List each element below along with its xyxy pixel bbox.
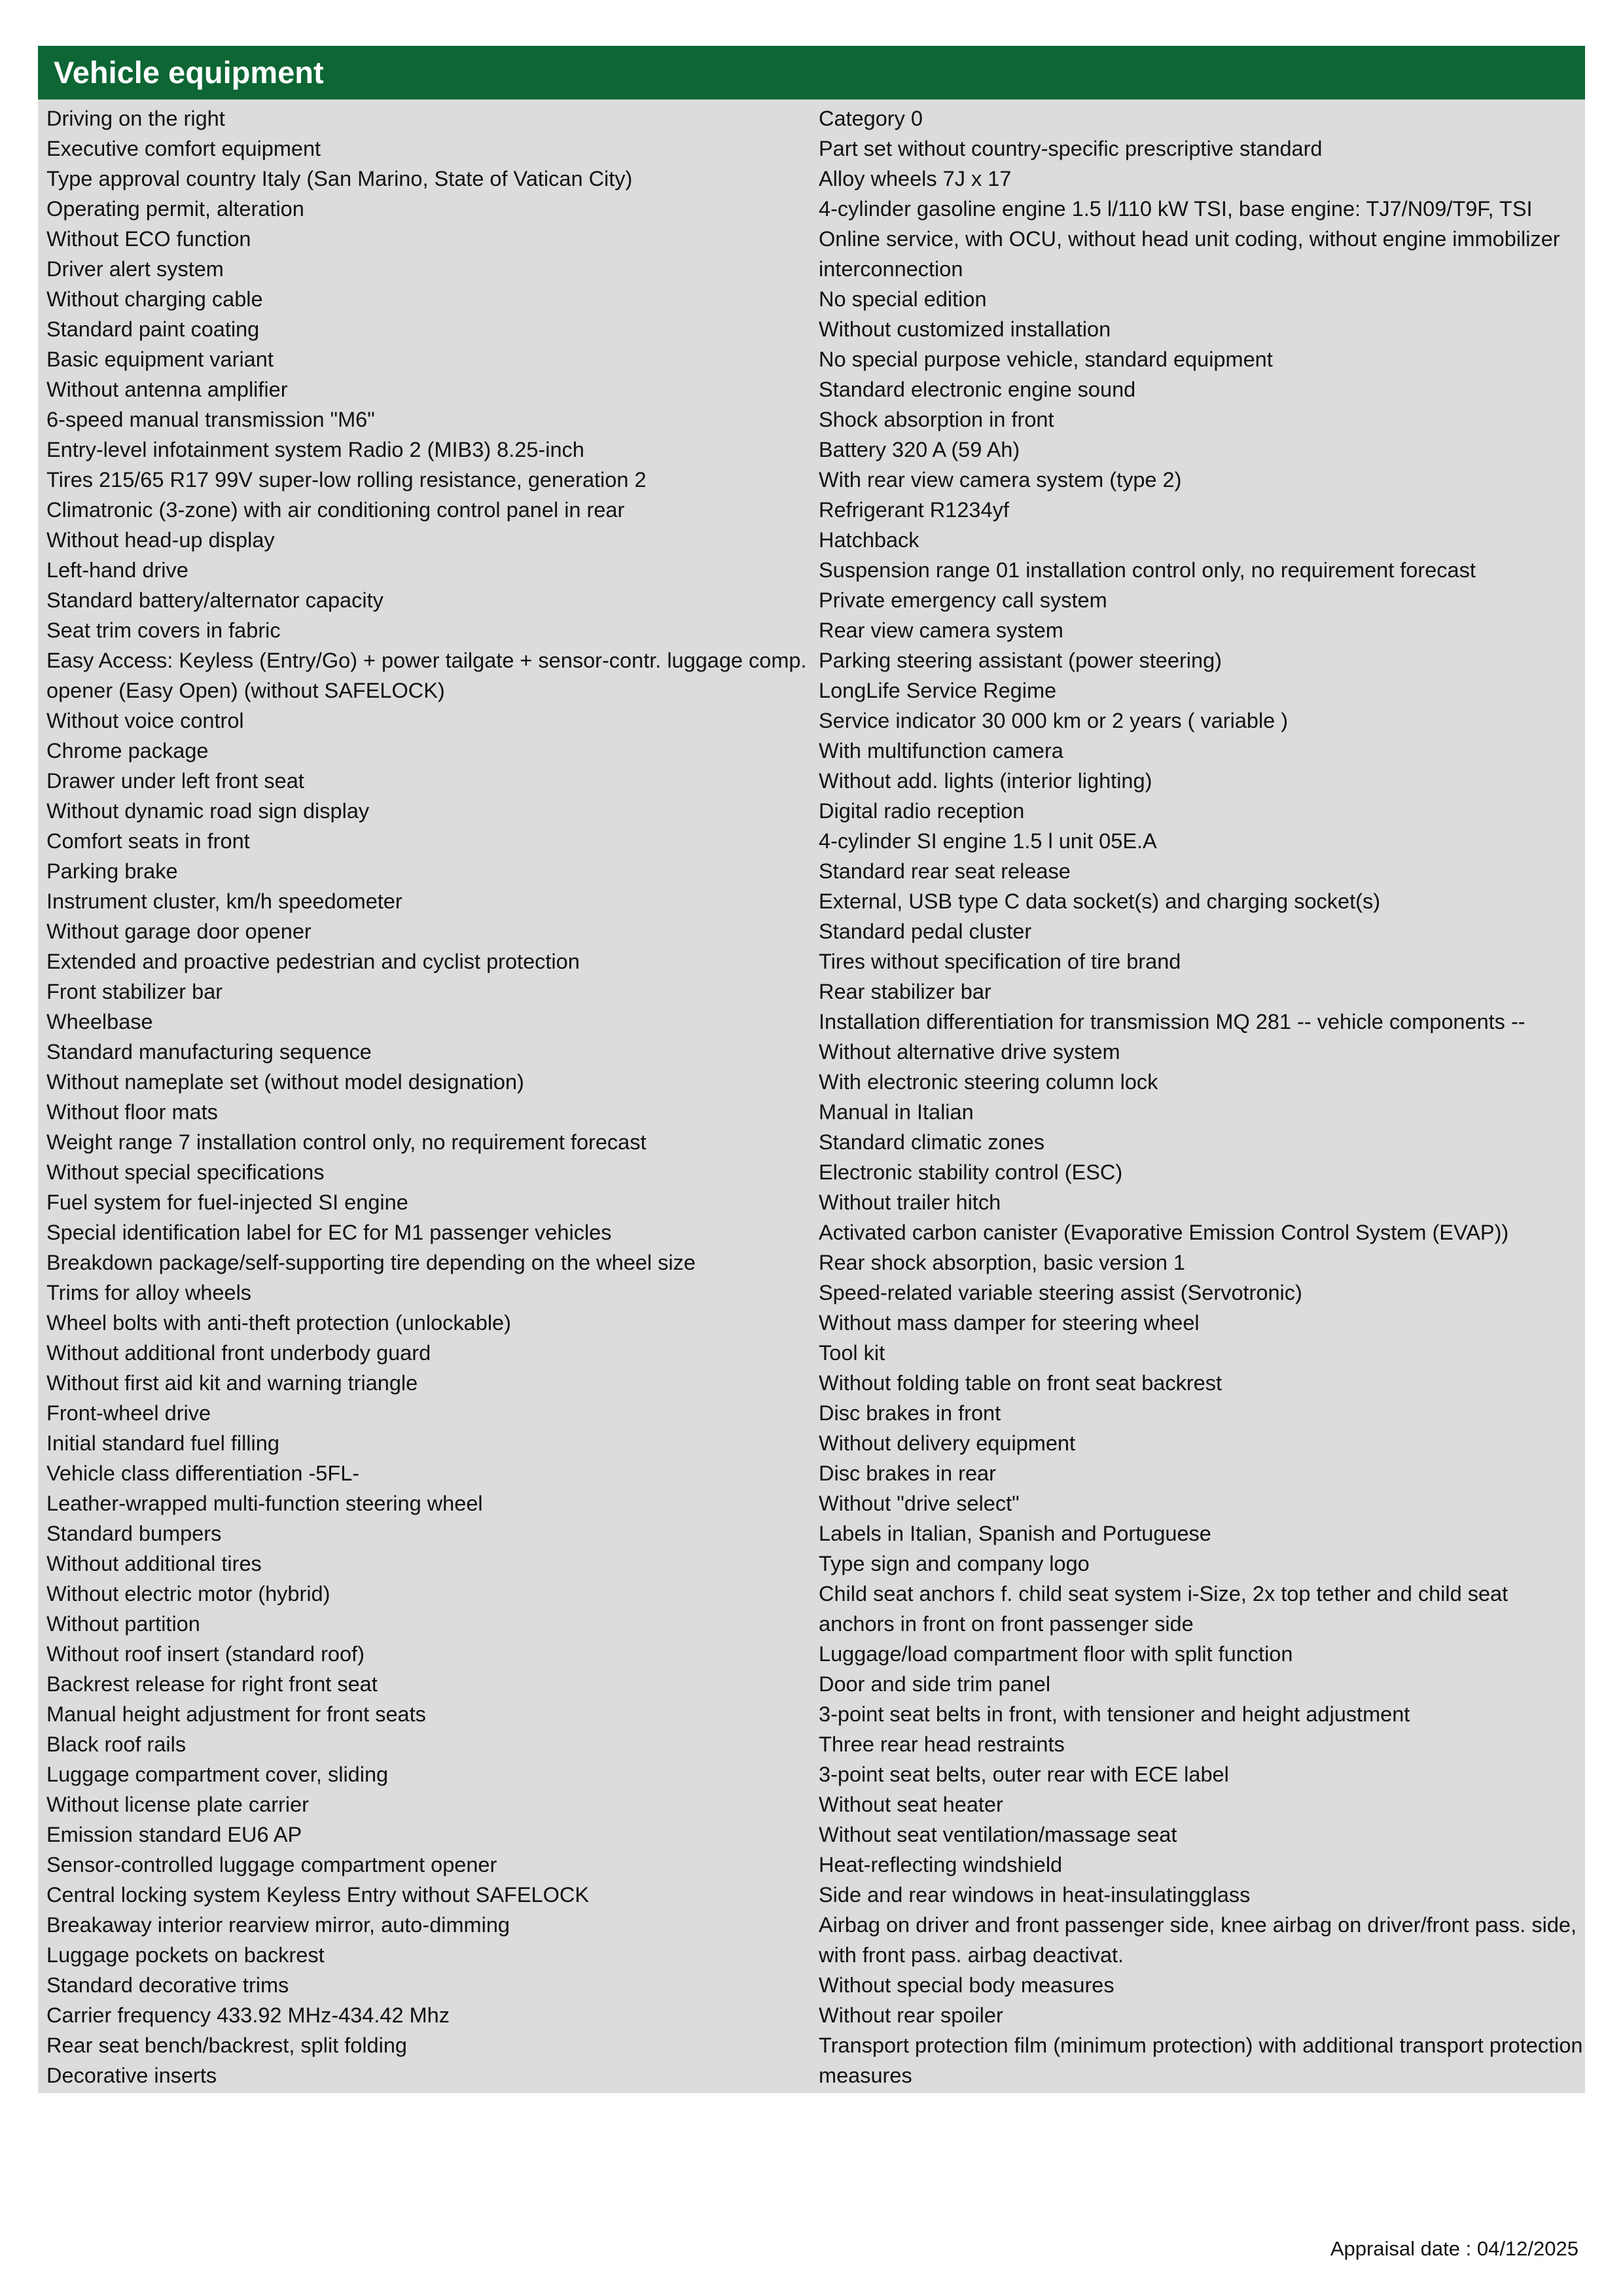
equipment-item: Drawer under left front seat [46, 769, 304, 793]
equipment-item: Tires 215/65 R17 99V super-low rolling resistance, generation 2 [46, 468, 647, 492]
equipment-item: Luggage/load compartment floor with split function [819, 1642, 1293, 1666]
equipment-item: Trims for alloy wheels [46, 1281, 252, 1304]
equipment-item: Category 0 [819, 107, 923, 130]
equipment-item: Easy Access: Keyless (Entry/Go) + power tailgate + sensor-contr. luggage comp. opener (Easy Open) (without SAFELOCK) [46, 649, 807, 702]
equipment-item: Type sign and company logo [819, 1552, 1090, 1575]
equipment-item: With electronic steering column lock [819, 1070, 1158, 1094]
equipment-item: Breakdown package/self-supporting tire depending on the wheel size [46, 1251, 696, 1274]
equipment-item: Without head-up display [46, 528, 275, 552]
equipment-item: Digital radio reception [819, 799, 1025, 823]
equipment-item: Wheel bolts with anti-theft protection (unlockable) [46, 1311, 511, 1335]
vehicle-equipment-section [38, 46, 1585, 2093]
equipment-item: Central locking system Keyless Entry without SAFELOCK [46, 1883, 590, 1907]
equipment-item: Parking brake [46, 859, 178, 883]
equipment-item: Standard manufacturing sequence [46, 1040, 372, 1064]
equipment-item: Without delivery equipment [819, 1431, 1075, 1455]
section-title: Vehicle equipment [38, 46, 1585, 99]
equipment-item: Standard pedal cluster [819, 920, 1032, 943]
equipment-item: Without license plate carrier [46, 1793, 309, 1816]
equipment-item: With multifunction camera [819, 739, 1063, 762]
equipment-item: Without special specifications [46, 1160, 325, 1184]
equipment-item: Front stabilizer bar [46, 980, 223, 1003]
equipment-item: Special identification label for EC for M1 passenger vehicles [46, 1221, 612, 1244]
equipment-item: Seat trim covers in fabric [46, 619, 281, 642]
equipment-item: Left-hand drive [46, 558, 188, 582]
equipment-item: Without partition [46, 1612, 200, 1636]
equipment-item: Executive comfort equipment [46, 137, 321, 160]
equipment-item: Without "drive select" [819, 1492, 1020, 1515]
equipment-item: Installation differentiation for transmission MQ 281 -- vehicle components -- [819, 1010, 1525, 1033]
equipment-item: Extended and proactive pedestrian and cyclist protection [46, 950, 580, 973]
equipment-item: Standard climatic zones [819, 1130, 1045, 1154]
equipment-item: Instrument cluster, km/h speedometer [46, 889, 402, 913]
equipment-item: Heat-reflecting windshield [819, 1853, 1063, 1876]
equipment-item: Standard decorative trims [46, 1973, 289, 1997]
equipment-item: Climatronic (3-zone) with air conditioning control panel in rear [46, 498, 625, 522]
equipment-item: Door and side trim panel [819, 1672, 1051, 1696]
equipment-item: Alloy wheels 7J x 17 [819, 167, 1012, 190]
equipment-item: Without seat heater [819, 1793, 1003, 1816]
equipment-item: Parking steering assistant (power steering) [819, 649, 1222, 672]
equipment-item: Side and rear windows in heat-insulatingglass [819, 1883, 1251, 1907]
equipment-item: Without charging cable [46, 287, 263, 311]
equipment-item: Without dynamic road sign display [46, 799, 370, 823]
equipment-item: Without garage door opener [46, 920, 312, 943]
equipment-item: Without seat ventilation/massage seat [819, 1823, 1177, 1846]
equipment-item: Electronic stability control (ESC) [819, 1160, 1123, 1184]
equipment-item: External, USB type C data socket(s) and charging socket(s) [819, 889, 1381, 913]
equipment-item: Carrier frequency 433.92 MHz-434.42 Mhz [46, 2003, 450, 2027]
equipment-item: Backrest release for right front seat [46, 1672, 378, 1696]
equipment-item: Decorative inserts [46, 2064, 217, 2087]
equipment-item: Luggage compartment cover, sliding [46, 1763, 389, 1786]
equipment-item: Three rear head restraints [819, 1732, 1065, 1756]
equipment-item: Shock absorption in front [819, 408, 1054, 431]
equipment-item: Refrigerant R1234yf [819, 498, 1009, 522]
equipment-item: Labels in Italian, Spanish and Portuguese [819, 1522, 1211, 1545]
equipment-item: Type approval country Italy (San Marino, State of Vatican City) [46, 167, 633, 190]
equipment-item: Rear seat bench/backrest, split folding [46, 2034, 407, 2057]
equipment-item: Without ECO function [46, 227, 251, 251]
equipment-item: 4-cylinder gasoline engine 1.5 l/110 kW TSI, base engine: TJ7/N09/T9F, TSI [819, 197, 1533, 221]
equipment-item: Rear stabilizer bar [819, 980, 991, 1003]
equipment-item: Wheelbase [46, 1010, 153, 1033]
equipment-item: Without electric motor (hybrid) [46, 1582, 330, 1605]
equipment-item: Without voice control [46, 709, 244, 732]
equipment-item: Without add. lights (interior lighting) [819, 769, 1152, 793]
equipment-item: Black roof rails [46, 1732, 187, 1756]
equipment-column-left [38, 103, 819, 2090]
equipment-item: Manual height adjustment for front seats [46, 1702, 426, 1726]
equipment-item: Entry-level infotainment system Radio 2 (MIB3) 8.25-inch [46, 438, 584, 461]
equipment-item: 3-point seat belts in front, with tensioner and height adjustment [819, 1702, 1410, 1726]
equipment-item: Without alternative drive system [819, 1040, 1120, 1064]
equipment-item: Without mass damper for steering wheel [819, 1311, 1200, 1335]
equipment-item: Leather-wrapped multi-function steering wheel [46, 1492, 483, 1515]
equipment-item: Suspension range 01 installation control only, no requirement forecast [819, 558, 1476, 582]
equipment-item: Standard rear seat release [819, 859, 1071, 883]
equipment-item: 3-point seat belts, outer rear with ECE label [819, 1763, 1229, 1786]
equipment-item: Breakaway interior rearview mirror, auto-dimming [46, 1913, 510, 1937]
equipment-item: Rear view camera system [819, 619, 1063, 642]
equipment-item: Operating permit, alteration [46, 197, 304, 221]
equipment-item: Disc brakes in front [819, 1401, 1001, 1425]
equipment-item: Disc brakes in rear [819, 1462, 996, 1485]
equipment-item: Without customized installation [819, 317, 1111, 341]
equipment-item: Rear shock absorption, basic version 1 [819, 1251, 1186, 1274]
equipment-item: 6-speed manual transmission "M6" [46, 408, 375, 431]
equipment-item: Online service, with OCU, without head unit coding, without engine immobilizer interconnection [819, 227, 1560, 281]
equipment-item: Initial standard fuel filling [46, 1431, 279, 1455]
equipment-item: Service indicator 30 000 km or 2 years ( variable ) [819, 709, 1289, 732]
equipment-item: Without additional front underbody guard [46, 1341, 431, 1365]
equipment-item: Without special body measures [819, 1973, 1115, 1997]
equipment-item: Hatchback [819, 528, 919, 552]
equipment-item: Vehicle class differentiation -5FL- [46, 1462, 360, 1485]
equipment-item: 4-cylinder SI engine 1.5 l unit 05E.A [819, 829, 1157, 853]
equipment-item: Tool kit [819, 1341, 885, 1365]
equipment-item: Part set without country-specific prescriptive standard [819, 137, 1323, 160]
equipment-item: Without rear spoiler [819, 2003, 1003, 2027]
equipment-item: Without antenna amplifier [46, 378, 288, 401]
equipment-item: Standard battery/alternator capacity [46, 588, 383, 612]
equipment-item: No special purpose vehicle, standard equipment [819, 348, 1273, 371]
equipment-item: With rear view camera system (type 2) [819, 468, 1182, 492]
equipment-item: Emission standard EU6 AP [46, 1823, 302, 1846]
equipment-item: Private emergency call system [819, 588, 1107, 612]
equipment-item: Front-wheel drive [46, 1401, 211, 1425]
equipment-item: Driving on the right [46, 107, 225, 130]
equipment-item: Standard electronic engine sound [819, 378, 1136, 401]
equipment-item: Battery 320 A (59 Ah) [819, 438, 1020, 461]
equipment-item: Without additional tires [46, 1552, 262, 1575]
appraisal-date: Appraisal date : 04/12/2025 [1330, 2237, 1578, 2260]
equipment-item: Driver alert system [46, 257, 224, 281]
equipment-item: Comfort seats in front [46, 829, 250, 853]
equipment-item: Without floor mats [46, 1100, 218, 1124]
equipment-item: Without trailer hitch [819, 1191, 1001, 1214]
equipment-item: Activated carbon canister (Evaporative Emission Control System (EVAP)) [819, 1221, 1509, 1244]
equipment-item: Manual in Italian [819, 1100, 974, 1124]
equipment-column-right [819, 103, 1585, 2090]
equipment-item: Transport protection film (minimum protection) with additional transport protection measures [819, 2034, 1583, 2087]
equipment-item: Standard paint coating [46, 317, 260, 341]
equipment-item: Luggage pockets on backrest [46, 1943, 325, 1967]
equipment-item: Without first aid kit and warning triangle [46, 1371, 418, 1395]
equipment-list [38, 99, 1585, 2093]
equipment-item: Without folding table on front seat backrest [819, 1371, 1222, 1395]
equipment-item: Standard bumpers [46, 1522, 222, 1545]
equipment-item: Basic equipment variant [46, 348, 274, 371]
equipment-item: Fuel system for fuel-injected SI engine [46, 1191, 408, 1214]
equipment-item: Airbag on driver and front passenger side, knee airbag on driver/front pass. side, with front pass. airbag deactivat. [819, 1913, 1577, 1967]
equipment-item: Weight range 7 installation control only, no requirement forecast [46, 1130, 647, 1154]
equipment-item: LongLife Service Regime [819, 679, 1057, 702]
equipment-item: Without nameplate set (without model designation) [46, 1070, 524, 1094]
equipment-item: Tires without specification of tire brand [819, 950, 1181, 973]
equipment-item: Chrome package [46, 739, 209, 762]
equipment-item: Child seat anchors f. child seat system i-Size, 2x top tether and child seat anchors in front on front passenger side [819, 1582, 1508, 1636]
equipment-item: Without roof insert (standard roof) [46, 1642, 365, 1666]
equipment-item: Speed-related variable steering assist (Servotronic) [819, 1281, 1302, 1304]
equipment-item: Sensor-controlled luggage compartment opener [46, 1853, 497, 1876]
equipment-item: No special edition [819, 287, 987, 311]
